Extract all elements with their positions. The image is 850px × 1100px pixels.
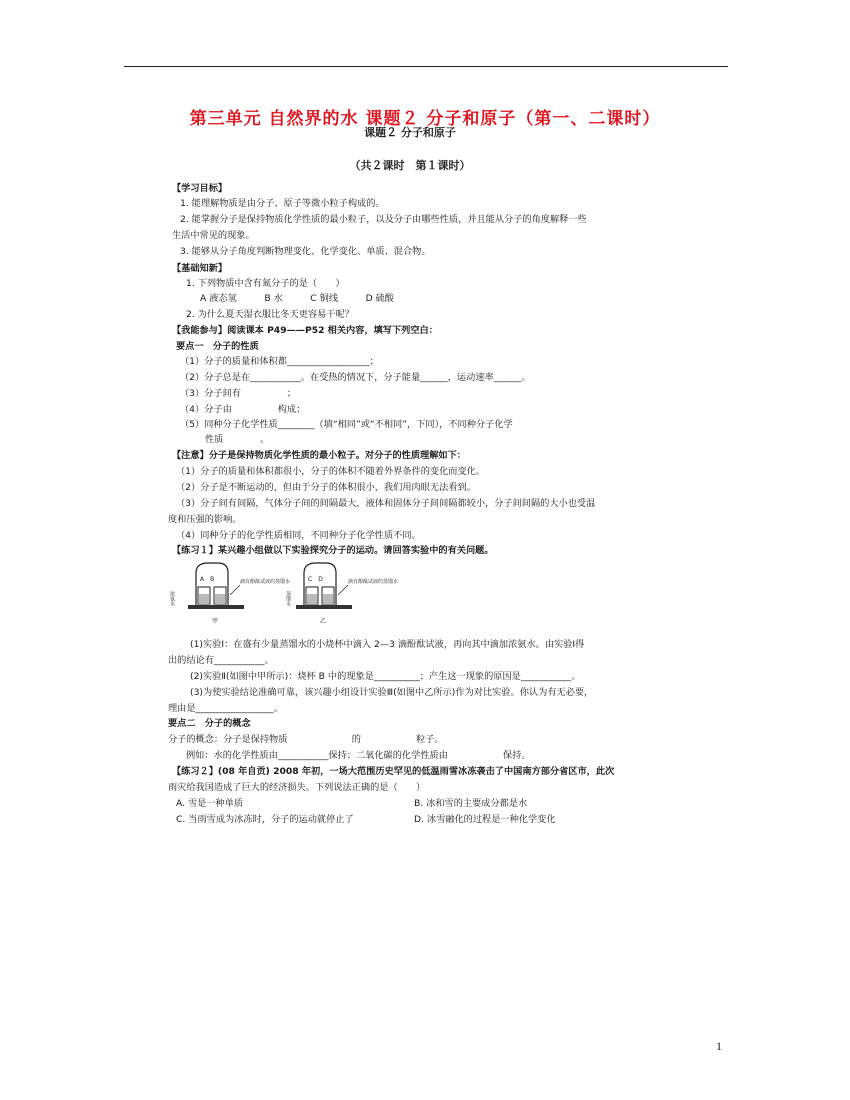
- text-line: 理由是_________________。: [168, 703, 283, 714]
- right-note: 滴有酚酞试液的蒸馏水: [348, 579, 399, 585]
- base-left: [188, 605, 244, 609]
- text-line: 例如：水的化学性质由___________保持；二氧化碳的化学性质由 保持。: [186, 750, 531, 761]
- text-line: A. 雪是一种单质: [176, 798, 244, 809]
- text-line: （5）同种分子化学性质________（填“相同”或“不相同”，下同），不同种分子化学: [180, 419, 513, 430]
- text-line: 【学习目标】: [172, 183, 228, 194]
- text-line: 【练习２】(08 年自贡) 2008 年初，一场大范围历史罕见的低温雨雪冰冻袭击了中国南方部分省区市，此次: [172, 766, 615, 777]
- text-line: A 液态氢 B 水 C 铜线 D 硫酸: [200, 293, 394, 304]
- text-line: 2. 为什么夏天湿衣服比冬天更容易干呢？: [186, 309, 354, 320]
- base-right: [296, 605, 352, 609]
- text-line: （3）分子间有 ；: [180, 388, 297, 399]
- text-line: C. 当雨雪成为冰冻时，分子的运动就停止了: [176, 814, 354, 825]
- text-line: 【练习１】某兴趣小组做以下实验探究分子的运动。请回答实验中的有关问题。: [172, 545, 494, 556]
- lesson-subtitle: 课题２ 分子和原子: [364, 126, 456, 139]
- text-line: 1. 下列物质中含有氮分子的是（ ）: [186, 278, 345, 289]
- text-line: 【注意】分子是保持物质化学性质的最小粒子。对分子的性质理解如下：: [172, 450, 466, 461]
- text-line: 生活中常见的现象。: [172, 230, 255, 241]
- left-note: 滴有酚酞试液的蒸馏水: [240, 579, 291, 585]
- text-line: （3）分子间有间隔，气体分子间的间隔最大，液体和固体分子间间隔都较小，分子间间隔的大小也受温: [176, 498, 596, 509]
- figure-right-apparatus: [296, 563, 352, 609]
- figure-left-apparatus: [188, 563, 244, 609]
- text-line: （2）分子总是在___________。在受热的情况下，分子能量______，运动速率______。: [180, 372, 531, 383]
- text-line: 【基础知新】: [172, 263, 228, 274]
- page-number: 1: [716, 1039, 722, 1053]
- text-line: （4）同种分子的化学性质相同，不同种分子化学性质不同。: [176, 530, 421, 541]
- text-line: （2）分子是不断运动的，但由于分子的体积很小，我们用肉眼无法看到。: [176, 482, 476, 493]
- text-line: D. 冰雪融化的过程是一种化学变化: [414, 814, 556, 825]
- text-line: 要点二 分子的概念: [168, 718, 251, 729]
- beaker-c-liquid: [307, 594, 317, 604]
- text-line: 雨灾给我国造成了巨大的经济损失。下列说法正确的是（ ）: [168, 782, 426, 793]
- document-title: 第三单元 自然界的水 课题２ 分子和原子（第一、二课时）: [189, 109, 661, 129]
- right-side-label: 蒸馏水: [285, 591, 291, 606]
- header-rule: [124, 66, 728, 67]
- session-label: （共２课时 第１课时）: [349, 159, 471, 172]
- text-line: 2. 能掌握分子是保持物质化学性质的最小粒子，以及分子由哪些性质，并且能从分子的角度解释一些: [180, 214, 587, 225]
- beaker-a-liquid: [199, 594, 209, 604]
- text-line: 要点一 分子的性质: [176, 341, 259, 352]
- text-line: 性质 。: [205, 434, 270, 445]
- text-line: (2)实验Ⅱ(如图中甲所示)：烧杯 B 中的现象是__________；产生这一现象的原因是___________。: [190, 671, 581, 682]
- text-line: （1）分子的质量和体积都很小，分子的体积不随着外界条件的变化而变化。: [176, 466, 486, 477]
- text-line: (3)为使实验结论准确可靠，该兴趣小组设计实验Ⅲ(如图中乙所示)作为对比实验。你认为有无必要，: [190, 687, 594, 698]
- caption-left: 甲: [212, 618, 219, 625]
- text-line: 3. 能够从分子角度判断物理变化、化学变化、单质、混合物。: [180, 246, 431, 257]
- left-side-label: 浓氨水: [169, 591, 175, 606]
- text-line: 出的结论有___________。: [168, 655, 274, 666]
- right-letters: C D: [308, 576, 323, 583]
- beaker-b-liquid: [215, 594, 225, 604]
- text-line: （4）分子由 构成；: [180, 404, 306, 415]
- beaker-d-liquid: [323, 594, 333, 604]
- text-line: 度和压强的影响。: [168, 514, 242, 525]
- text-line: B. 冰和雪的主要成分都是水: [414, 798, 528, 809]
- text-line: 分子的概念：分子是保持物质 的 粒子。: [168, 734, 444, 745]
- text-line: （1）分子的质量和体积都__________________；: [180, 356, 379, 367]
- text-line: (1)实验Ⅰ：在盛有少量蒸馏水的小烧杯中滴入 2—3 滴酚酞试液，再向其中滴加浓氨水。由实验Ⅰ得: [190, 639, 585, 650]
- caption-right: 乙: [320, 618, 327, 625]
- text-line: 1. 能理解物质是由分子、原子等微小粒子构成的。: [180, 198, 385, 209]
- experiment-figure: [168, 561, 408, 637]
- left-letters: A B: [200, 576, 215, 583]
- text-line: 【我能参与】阅读课本 P49——P52 相关内容，填写下列空白：: [172, 325, 438, 336]
